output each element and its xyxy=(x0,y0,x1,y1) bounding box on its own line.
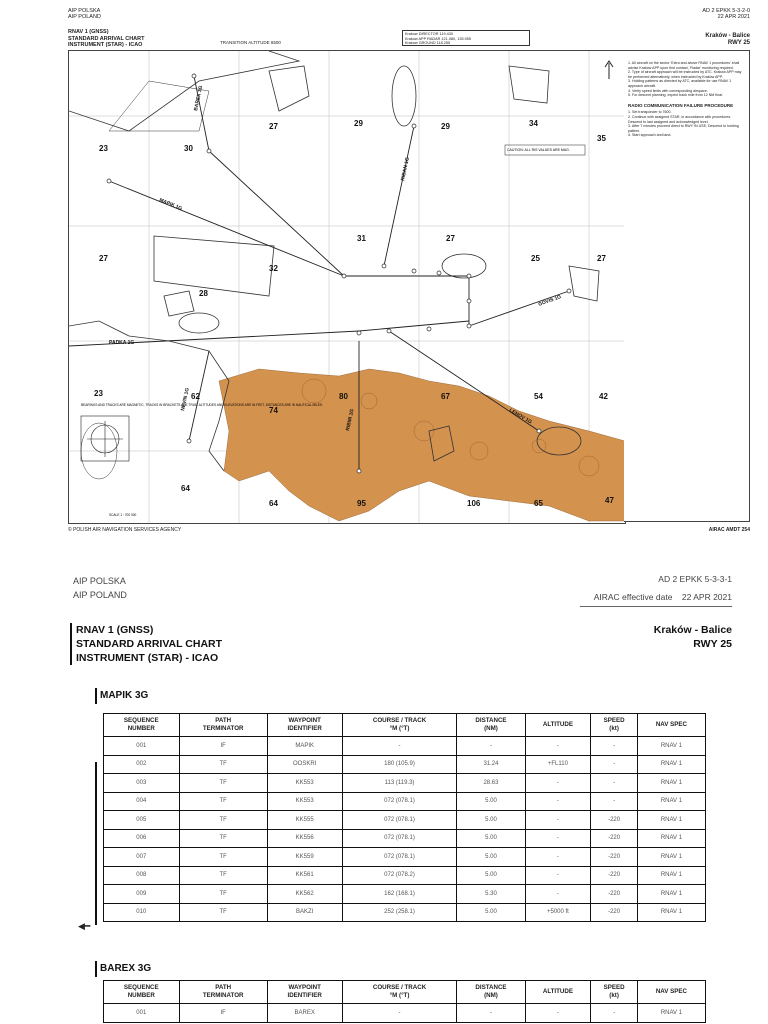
table-cell: 5.00 xyxy=(457,903,525,922)
route-label: PADKA 1G xyxy=(109,340,135,346)
aerodrome-location xyxy=(654,623,732,651)
mapik-waypoint-table xyxy=(103,713,706,922)
table-cell: +FL110 xyxy=(525,755,591,774)
table-cell: - xyxy=(525,792,591,811)
rcf-heading: RADIO COMMUNICATION FAILURE PROCEDURE xyxy=(628,102,734,108)
grid-msa-value: 23 xyxy=(99,144,108,153)
column-header xyxy=(637,714,705,737)
caution-note: CAUTION: ALL RIS VALUES ARE MAG. xyxy=(507,148,570,152)
column-header-line: °M (°T) xyxy=(389,992,410,999)
terrain-shading xyxy=(219,369,625,521)
column-header xyxy=(267,714,342,737)
table-row xyxy=(104,903,706,922)
procedure-title xyxy=(76,623,222,665)
table-cell: RNAV 1 xyxy=(637,903,705,922)
grid-msa-value: 64 xyxy=(181,484,190,493)
table-cell: - xyxy=(525,737,591,756)
column-header xyxy=(457,981,525,1004)
column-header-line: (kt) xyxy=(609,992,619,999)
route-label: GOVIS 1G xyxy=(537,294,563,308)
table-row xyxy=(104,737,706,756)
grid-msa-value: 28 xyxy=(199,289,208,298)
title-line: STANDARD ARRIVAL CHART xyxy=(76,638,223,650)
table-cell: 5.30 xyxy=(457,885,525,904)
column-header-line: °M (°T) xyxy=(389,725,410,732)
route-label: LENOV 1G xyxy=(508,407,533,426)
table-cell: RNAV 1 xyxy=(637,774,705,793)
header-right-1: AD 2 EPKK 5-3-2-0 xyxy=(702,8,750,14)
route-label: BAREX 1G xyxy=(193,85,205,112)
transition-altitude: TRANSITION ALTITUDE 6500 xyxy=(220,40,281,45)
column-header xyxy=(342,714,457,737)
table-cell: 007 xyxy=(104,848,180,867)
table-cell: - xyxy=(591,1004,638,1023)
table-cell: RNAV 1 xyxy=(637,1004,705,1023)
column-header xyxy=(457,714,525,737)
arrival-map xyxy=(68,50,626,524)
grid-msa-value: 35 xyxy=(597,134,606,143)
table-cell: 001 xyxy=(104,737,180,756)
grid-msa-value: 25 xyxy=(531,254,540,263)
airac-line xyxy=(594,588,732,606)
rcf-item: 1. Set transponder to 7600. xyxy=(628,110,672,115)
page-header-right xyxy=(594,570,732,606)
table-row xyxy=(104,848,706,867)
column-header-line: DISTANCE xyxy=(475,984,507,991)
grid-msa-value: 74 xyxy=(269,406,278,415)
table-cell: 113 (119.3) xyxy=(342,774,457,793)
table-cell: KK561 xyxy=(267,866,342,885)
column-header-line: WAYPOINT xyxy=(288,717,321,724)
note-item: 2. Type of aircraft approach will be instructed by ATC. Kraków APP may be performed alternatively, when instructed by Kraków APP. xyxy=(628,70,742,79)
column-header xyxy=(591,981,638,1004)
table-cell: - xyxy=(342,1004,457,1023)
grid-msa-value: 27 xyxy=(446,234,455,243)
route-label: RIBMI 1G xyxy=(345,408,356,432)
note-item: 1. All aircraft on the sector 'Extra and above RNAV 1 procedures' shall advise Kraków APP upon first contact, 'Radar' monitoring required. xyxy=(628,61,740,70)
table-cell: 31.24 xyxy=(457,755,525,774)
mapik-title xyxy=(100,690,148,701)
table-cell: RNAV 1 xyxy=(637,885,705,904)
runway-label: RWY 25 xyxy=(693,638,732,650)
table-cell: TF xyxy=(179,866,267,885)
scale-note: SCALE 1 : 700 000 xyxy=(109,513,137,517)
table-cell: KK562 xyxy=(267,885,342,904)
table-cell: - xyxy=(457,1004,525,1023)
column-header-line: ALTITUDE xyxy=(542,721,573,728)
table-cell: RNAV 1 xyxy=(637,866,705,885)
column-header-line: WAYPOINT xyxy=(288,984,321,991)
grid-msa-value: 27 xyxy=(597,254,606,263)
change-bar xyxy=(95,762,97,925)
table-cell: KK553 xyxy=(267,792,342,811)
table-cell: 5.00 xyxy=(457,829,525,848)
table-cell: KK553 xyxy=(267,774,342,793)
column-header xyxy=(104,981,180,1004)
mapik-name: MAPIK 3G xyxy=(100,690,149,701)
grid-msa-value: 80 xyxy=(339,392,348,401)
table-cell: 004 xyxy=(104,792,180,811)
header-rule xyxy=(580,606,732,607)
table-cell: 008 xyxy=(104,866,180,885)
table-cell: - xyxy=(591,737,638,756)
grid-msa-value: 34 xyxy=(529,119,538,128)
compass-rose-icon xyxy=(81,416,129,461)
table-cell: - xyxy=(457,737,525,756)
table-row xyxy=(104,866,706,885)
table-cell: TF xyxy=(179,755,267,774)
header-left-1: AIP POLSKA xyxy=(68,8,101,14)
table-cell: -220 xyxy=(591,903,638,922)
column-header-line: TERMINATOR xyxy=(202,725,244,732)
rcf-item: 3. After 7 minutes proceed direct to RWY IN USE, Descend to holding pattern. xyxy=(628,124,739,133)
column-header-line: IDENTIFIER xyxy=(287,725,322,732)
table-cell: -220 xyxy=(591,829,638,848)
table-cell: 5.00 xyxy=(457,848,525,867)
column-header-line: PATH xyxy=(215,984,232,991)
column-header-line: SEQUENCE xyxy=(123,717,159,724)
column-header-line: IDENTIFIER xyxy=(287,992,322,999)
table-cell: 28.63 xyxy=(457,774,525,793)
frequency-line: Krakow GROUND 118.255 xyxy=(405,41,451,46)
table-cell: IF xyxy=(179,737,267,756)
grid-msa-value: 32 xyxy=(269,264,278,273)
grid-msa-value: 67 xyxy=(441,392,450,401)
table-cell: -220 xyxy=(591,866,638,885)
column-header-line: DISTANCE xyxy=(475,717,507,724)
table-cell: 003 xyxy=(104,774,180,793)
table-cell: - xyxy=(591,792,638,811)
change-arrow-icon: ◀━ xyxy=(78,921,91,931)
table-cell: 072 (078.1) xyxy=(342,829,457,848)
table-cell: 072 (078.1) xyxy=(342,811,457,830)
table-cell: 010 xyxy=(104,903,180,922)
note-item: 5. For descent planning, expect track mile from 12 NM final. xyxy=(628,93,723,98)
grid-msa-value: 27 xyxy=(269,122,278,131)
runway-label: RWY 25 xyxy=(727,40,750,46)
table-cell: 5.00 xyxy=(457,792,525,811)
table-cell: RNAV 1 xyxy=(637,737,705,756)
notes-panel xyxy=(624,50,750,522)
column-header-line: COURSE / TRACK xyxy=(372,717,427,724)
note-item: 3. Holding patterns as directed by ATC, available for use RNAV 1 approach aircraft. xyxy=(628,79,732,88)
amendment-footer: AIRAC AMDT 254 xyxy=(708,527,750,533)
route-label: MAPIK 1G xyxy=(158,197,183,212)
table-cell: KK556 xyxy=(267,829,342,848)
table-cell: TF xyxy=(179,848,267,867)
table-cell: 180 (105.9) xyxy=(342,755,457,774)
column-header-line: NUMBER xyxy=(127,992,155,999)
column-header-line: NAV SPEC xyxy=(655,988,688,995)
table-cell: 252 (258.1) xyxy=(342,903,457,922)
chart-header xyxy=(68,8,750,20)
column-header-line: ALTITUDE xyxy=(542,988,573,995)
table-cell: TF xyxy=(179,829,267,848)
grid-msa-value: 95 xyxy=(357,499,366,508)
column-header xyxy=(525,981,591,1004)
copyright-footer: © POLISH AIR NAVIGATION SERVICES AGENCY xyxy=(68,527,182,533)
table-cell: OOSKRI xyxy=(267,755,342,774)
table-row xyxy=(104,1004,706,1023)
table-cell: 005 xyxy=(104,811,180,830)
chart-location xyxy=(705,33,750,47)
barex-name: BAREX 3G xyxy=(100,963,152,974)
table-cell: IF xyxy=(179,1004,267,1023)
table-cell: - xyxy=(525,885,591,904)
bearing-note: BEARINGS AND TRACKS ARE MAGNETIC. TRACKS IN BRACKETS ARE TRUE. ALTITUDES AND ELEVATIONS ARE IN FEET, DISTANCES ARE IN NAUTICAL MILES. xyxy=(81,403,323,407)
rcf-item: 4. Start approach and land. xyxy=(628,133,672,138)
page-header-left xyxy=(73,574,127,602)
chart-title-line: INSTRUMENT (STAR) - ICAO xyxy=(68,42,143,48)
note-item: 4. Verify speed limits with corresponding airspace. xyxy=(628,88,708,93)
table-cell: - xyxy=(591,774,638,793)
column-header xyxy=(179,981,267,1004)
airac-label: AIRAC effective date xyxy=(593,592,673,602)
table-row xyxy=(104,792,706,811)
table-row xyxy=(104,755,706,774)
table-cell: MAPIK xyxy=(267,737,342,756)
table-cell: - xyxy=(525,811,591,830)
table-page xyxy=(0,548,768,1024)
table-row xyxy=(104,885,706,904)
column-header-line: SPEED xyxy=(603,717,625,724)
table-cell: RNAV 1 xyxy=(637,792,705,811)
column-header xyxy=(525,714,591,737)
column-header xyxy=(104,714,180,737)
frequency-line: Krakow DIRECTOR 119.430 xyxy=(405,32,453,36)
table-cell: 001 xyxy=(104,1004,180,1023)
route-label: NEVIN 1G xyxy=(180,387,191,412)
table-cell: -220 xyxy=(591,885,638,904)
column-header-line: SPEED xyxy=(603,984,625,991)
table-cell: - xyxy=(591,755,638,774)
grid-msa-value: 54 xyxy=(534,392,543,401)
grid-msa-value: 65 xyxy=(534,499,543,508)
table-cell: KK559 xyxy=(267,848,342,867)
table-cell: TF xyxy=(179,885,267,904)
grid-msa-value: 30 xyxy=(184,144,193,153)
header-line: AIP POLSKA xyxy=(73,576,126,586)
column-header-line: (NM) xyxy=(484,992,498,999)
chart-title-line: STANDARD ARRIVAL CHART xyxy=(68,35,145,42)
table-cell: -220 xyxy=(591,848,638,867)
table-cell: - xyxy=(525,866,591,885)
north-arrow-icon xyxy=(605,61,613,79)
header-left-2: AIP POLAND xyxy=(68,14,101,20)
table-cell: - xyxy=(525,829,591,848)
table-cell: 002 xyxy=(104,755,180,774)
route-label: RIBAN 1G xyxy=(400,156,411,182)
grid-msa-value: 29 xyxy=(354,119,363,128)
column-header xyxy=(342,981,457,1004)
table-cell: 009 xyxy=(104,885,180,904)
document-id: AD 2 EPKK 5-3-3-1 xyxy=(658,574,732,584)
grid-msa-value: 42 xyxy=(599,392,608,401)
table-cell: 072 (078.2) xyxy=(342,866,457,885)
table-cell: TF xyxy=(179,774,267,793)
table-row xyxy=(104,829,706,848)
table-cell: RNAV 1 xyxy=(637,755,705,774)
frequency-box xyxy=(402,30,530,46)
table-cell: RNAV 1 xyxy=(637,848,705,867)
column-header-line: SEQUENCE xyxy=(123,984,159,991)
table-row xyxy=(104,811,706,830)
table-cell: - xyxy=(525,1004,591,1023)
chart-title-line: RNAV 1 (GNSS) xyxy=(68,29,109,35)
column-header xyxy=(179,714,267,737)
grid-msa-value: 23 xyxy=(94,389,103,398)
table-cell: TF xyxy=(179,792,267,811)
grid-msa-value: 29 xyxy=(441,122,450,131)
barex-title xyxy=(100,963,151,974)
table-cell: TF xyxy=(179,903,267,922)
barex-waypoint-table xyxy=(103,980,706,1023)
airac-date: 22 APR 2021 xyxy=(681,592,732,602)
column-header-line: NAV SPEC xyxy=(655,721,688,728)
table-cell: 006 xyxy=(104,829,180,848)
table-cell: +5000 ft xyxy=(525,903,591,922)
column-header-line: TERMINATOR xyxy=(202,992,244,999)
column-header-line: COURSE / TRACK xyxy=(372,984,427,991)
grid-msa-value: 62 xyxy=(191,392,200,401)
arrival-map-drawing xyxy=(69,51,625,523)
location-name: Kraków - Balice xyxy=(653,624,732,636)
table-cell: - xyxy=(525,848,591,867)
grid-msa-value: 64 xyxy=(269,499,278,508)
grid-msa-value: 27 xyxy=(99,254,108,263)
table-row xyxy=(104,774,706,793)
column-header-line: NUMBER xyxy=(127,725,155,732)
table-cell: - xyxy=(342,737,457,756)
table-cell: TF xyxy=(179,811,267,830)
rcf-item: 2. Continue with assigned STAR, in accordance with procedures. Descend to last assigned and acknowledged level. xyxy=(628,114,732,124)
table-cell: 5.00 xyxy=(457,866,525,885)
title-line: RNAV 1 (GNSS) xyxy=(76,624,154,636)
table-cell: BAKZI xyxy=(267,903,342,922)
table-cell: 162 (168.1) xyxy=(342,885,457,904)
table-cell: BAREX xyxy=(267,1004,342,1023)
grid-msa-value: 31 xyxy=(357,234,366,243)
frequency-line: Krakow APP RADAR 121.080, 135.955 xyxy=(405,36,471,41)
table-cell: 072 (078.1) xyxy=(342,848,457,867)
header-line: AIP POLAND xyxy=(73,590,127,600)
header-right-2: 22 APR 2021 xyxy=(717,14,750,20)
column-header xyxy=(591,714,638,737)
table-cell: RNAV 1 xyxy=(637,829,705,848)
grid-msa-value: 106 xyxy=(467,499,481,508)
column-header xyxy=(267,981,342,1004)
column-header-line: (kt) xyxy=(609,725,619,732)
table-cell: 072 (078.1) xyxy=(342,792,457,811)
column-header-line: PATH xyxy=(215,717,232,724)
column-header xyxy=(637,981,705,1004)
table-cell: RNAV 1 xyxy=(637,811,705,830)
column-header-line: (NM) xyxy=(484,725,498,732)
table-cell: KK555 xyxy=(267,811,342,830)
grid-msa-value: 47 xyxy=(605,496,614,505)
location-name: Kraków - Balice xyxy=(705,33,750,39)
title-line: INSTRUMENT (STAR) - ICAO xyxy=(76,652,219,664)
table-cell: 5.00 xyxy=(457,811,525,830)
table-cell: -220 xyxy=(591,811,638,830)
chart-title xyxy=(68,29,145,49)
table-cell: - xyxy=(525,774,591,793)
